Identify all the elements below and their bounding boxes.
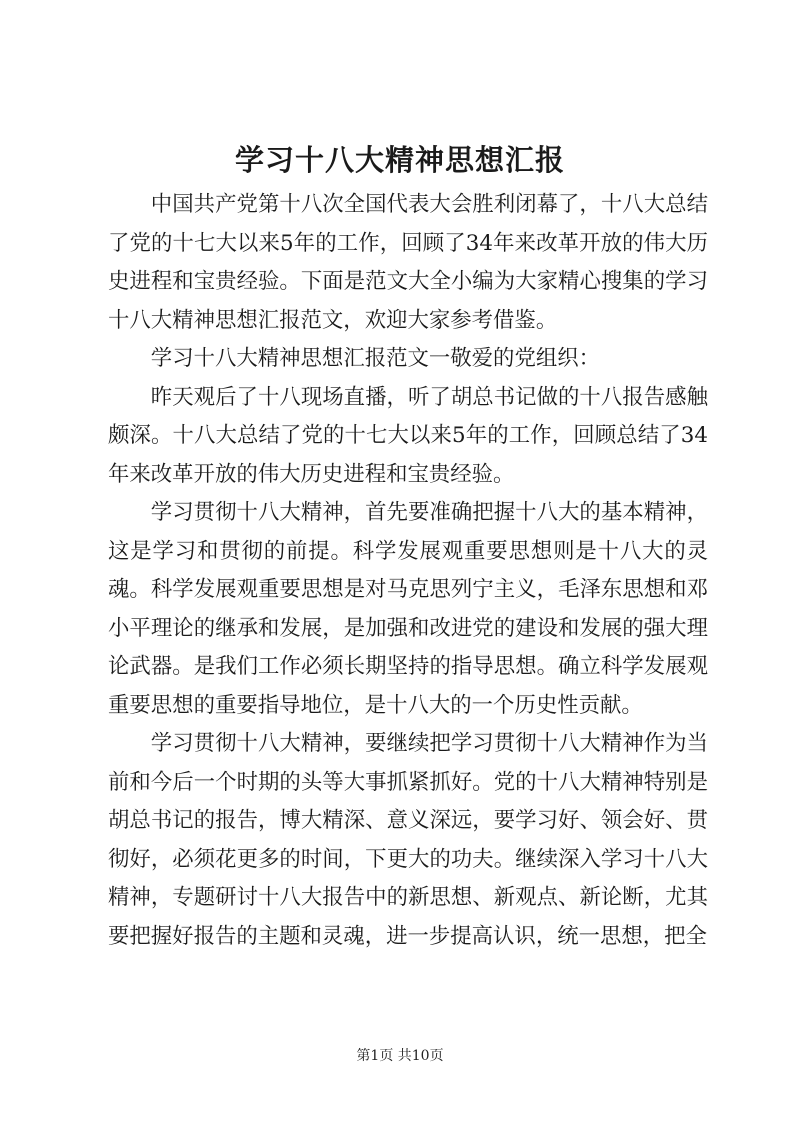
paragraph: 学习十八大精神思想汇报范文一敬爱的党组织： <box>150 346 601 371</box>
paragraph: 昨天观后了十八现场直播，听了胡总书记做的十八报告感触颇深。十八大总结了党的十七大以来5年的工作，回顾总结了34年来改革开放的伟大历史进程和宝贵经验。 <box>108 384 708 487</box>
paragraph: 学习贯彻十八大精神，要继续把学习贯彻十八大精神作为当前和今后一个时期的头等大事抓紧抓好。党的十八大精神特别是胡总书记的报告，博大精深、意义深远，要学习好、领会好、贯彻好，必须花更多的时间，下更大的功夫。继续深入学习十八大精神，专题研讨十八大报告中的新思想、新观点、新论断，尤其要把握好报告的主题和灵魂，进一步提高认识，统一思想，把全 <box>108 731 708 949</box>
document-body <box>108 186 708 956</box>
paragraph: 中国共产党第十八次全国代表大会胜利闭幕了，十八大总结了党的十七大以来5年的工作，回顾了34年来改革开放的伟大历史进程和宝贵经验。下面是范文大全小编为大家精心搜集的学习十八大精神思想汇报范文，欢迎大家参考借鉴。 <box>108 192 708 333</box>
page-number-footer: 第1页 共10页 <box>356 1048 444 1064</box>
document-title: 学习十八大精神思想汇报 <box>234 143 565 177</box>
paragraph: 学习贯彻十八大精神，首先要准确把握十八大的基本精神，这是学习和贯彻的前提。科学发展观重要思想则是十八大的灵魂。科学发展观重要思想是对马克思列宁主义，毛泽东思想和邓小平理论的继承和发展，是加强和改进党的建设和发展的强大理论武器。是我们工作必须长期坚持的指导思想。确立科学发展观重要思想的重要指导地位，是十八大的一个历史性贡献。 <box>108 500 708 718</box>
